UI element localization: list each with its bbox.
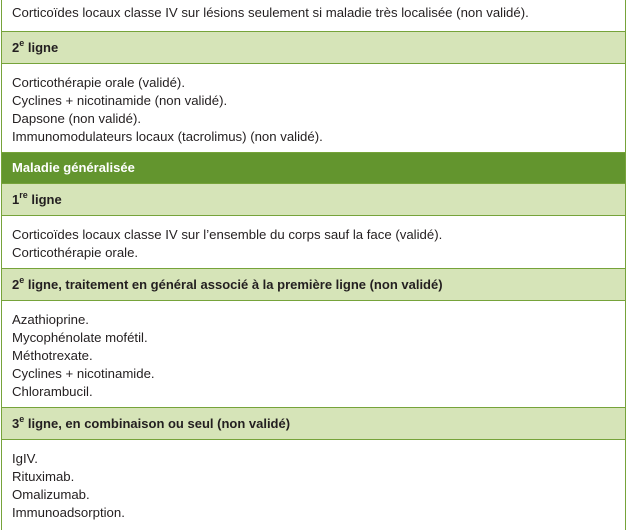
line-heading-2nd [2,32,625,64]
treatment-line: Mycophénolate mofétil. [12,330,148,345]
treatment-line: Azathioprine. [12,312,89,327]
section-heading [2,153,625,184]
treatment-line: Corticoïdes locaux classe IV sur l’ensemble du corps sauf la face (validé). [12,227,443,242]
treatment-line: Immunomodulateurs locaux (tacrolimus) (non validé). [12,129,323,144]
treatment-line: Immunoadsorption. [12,505,125,520]
line-heading-number: 2 [12,277,20,292]
treatment-line: Dapsone (non validé). [12,111,142,126]
treatment-line: Cyclines + nicotinamide (non validé). [12,93,228,108]
treatment-line: Omalizumab. [12,487,90,502]
table-row [2,216,625,269]
treatment-line: Corticoïdes locaux classe IV sur lésions seulement si maladie très localisée (non validé). [12,5,529,20]
treatment-line: Rituximab. [12,469,75,484]
line-heading-text: ligne, traitement en général associé à la première ligne (non validé) [24,277,443,292]
table-row [2,301,625,408]
table-row [2,440,625,530]
treatment-line: Corticothérapie orale. [12,245,139,260]
line-heading-3rd [2,408,625,440]
line-heading-number: 2 [12,40,20,55]
line-heading-1st [2,184,625,216]
line-heading-2nd-generalized [2,269,625,301]
treatment-line: Cyclines + nicotinamide. [12,366,155,381]
line-heading-suffix: re [19,189,28,200]
line-heading-text: ligne [27,192,62,207]
line-heading-number: 3 [12,416,20,431]
treatment-line: IgIV. [12,451,38,466]
table-row [2,0,625,32]
treatment-line: Chlorambucil. [12,384,93,399]
line-heading-text: ligne, en combinaison ou seul (non validé) [24,416,291,431]
line-heading-text: ligne [24,40,59,55]
line-heading-suffix: e [19,37,25,48]
line-heading-suffix: e [19,274,25,285]
treatment-table [1,0,626,530]
table-row [2,64,625,153]
treatment-line: Méthotrexate. [12,348,93,363]
line-heading-suffix: e [19,413,25,424]
section-heading-text: Maladie généralisée [12,160,135,175]
treatment-line: Corticothérapie orale (validé). [12,75,185,90]
line-heading-number: 1 [12,192,20,207]
